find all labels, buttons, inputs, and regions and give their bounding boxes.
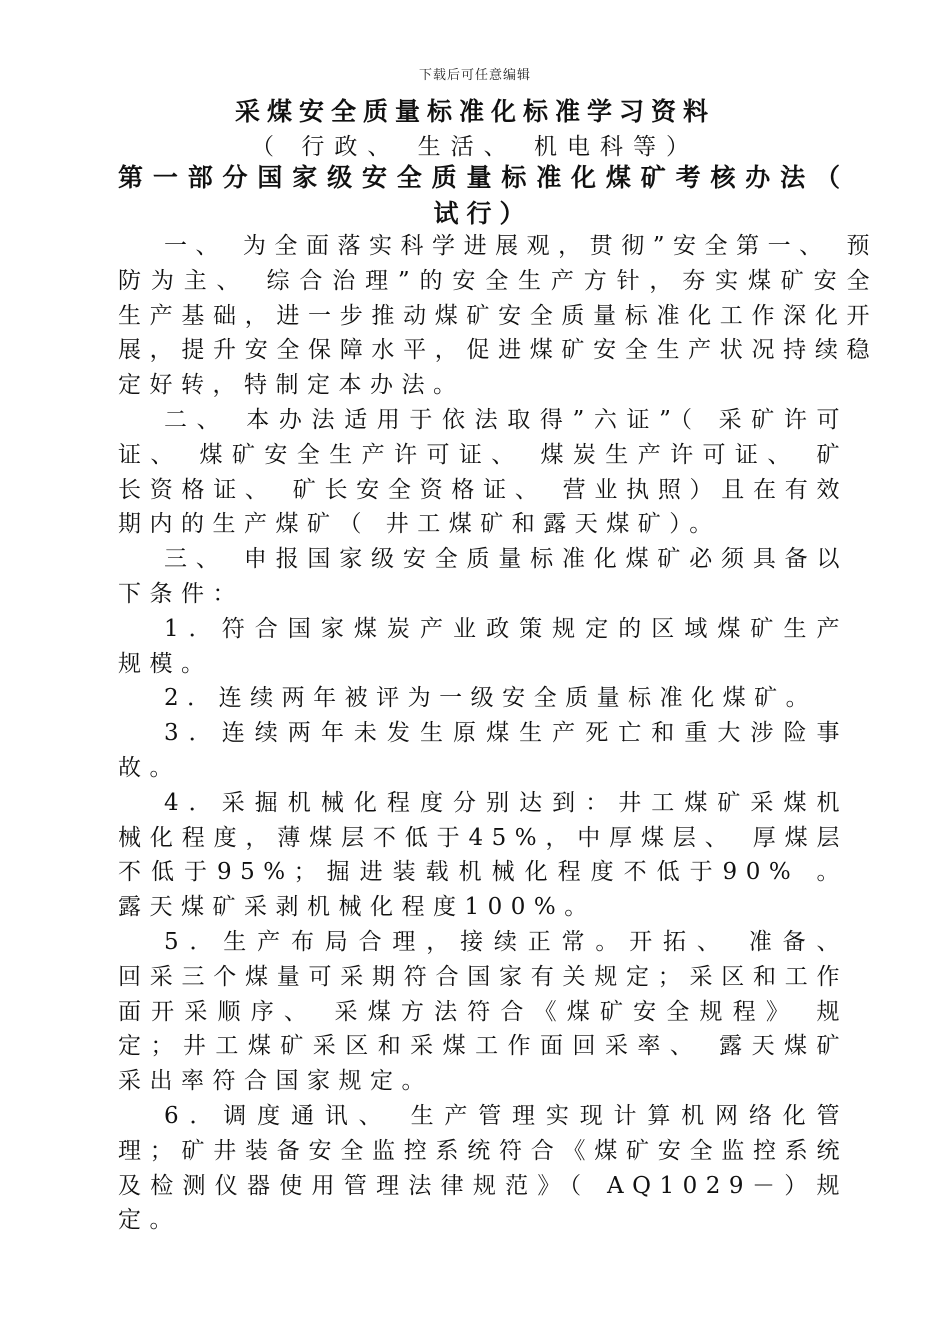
part-title: 第一部分国家级安全质量标准化煤矿考核办法（ 试行） bbox=[118, 163, 848, 228]
paragraph-condition-1: 1．符合国家煤炭产业政策规定的区域煤矿生产规模。 bbox=[118, 615, 848, 677]
document-body bbox=[118, 229, 878, 1238]
document-subtitle: （ 行政、 生活、 机电科等） bbox=[251, 134, 699, 160]
paragraph-article-1: 一、 为全面落实科学进展观，贯彻”安全第一、 预防为主、 综合治理”的安全生产方针，夯实煤矿安全生产基础，进一步推动煤矿安全质量标准化工作深化开展，提升安全保障水平，促进煤矿安全生产状况持续稳定好转，特制定本办法。 bbox=[118, 233, 878, 399]
paragraph-condition-6: 6．调度通讯、 生产管理实现计算机网络化管理；矿井装备安全监控系统符合《煤矿安全监控系统及检测仪器使用管理法律规范》（ AQ1029－）规定。 bbox=[118, 1102, 848, 1234]
paragraph-condition-2: 2．连续两年被评为一级安全质量标准化煤矿。 bbox=[164, 685, 818, 712]
paragraph-condition-3: 3．连续两年未发生原煤生产死亡和重大涉险事故。 bbox=[118, 720, 848, 781]
document-title: 采煤安全质量标准化标准学习资料 bbox=[234, 97, 715, 126]
paragraph-article-2: 二、 本办法适用于依法取得”六证”（ 采矿许可证、 煤矿安全生产许可证、 煤炭生产许可证、 矿长资格证、 矿长安全资格证、 营业执照）且在有效期内的生产煤矿（ 井工煤矿和露天煤矿）。 bbox=[118, 406, 848, 538]
paragraph-condition-4: 4．采掘机械化程度分别达到：井工煤矿采煤机械化程度，薄煤层不低于45%，中厚煤层、 厚煤层不低于95%；掘进装载机械化程度不低于90% 。露天煤矿采剥机械化程度100%。 bbox=[118, 789, 848, 921]
paragraph-article-3: 三、 申报国家级安全质量标准化煤矿必须具备以下条件： bbox=[118, 546, 848, 607]
paragraph-condition-5: 5．生产布局合理，接续正常。开拓、 准备、 回采三个煤量可采期符合国家有关规定；采区和工作面开采顺序、 采煤方法符合《煤矿安全规程》 规定；井工煤矿采区和采煤工作面回采率、 露天煤矿采出率符合国家规定。 bbox=[118, 928, 848, 1095]
page-header-note: 下载后可任意编辑 bbox=[418, 68, 531, 83]
